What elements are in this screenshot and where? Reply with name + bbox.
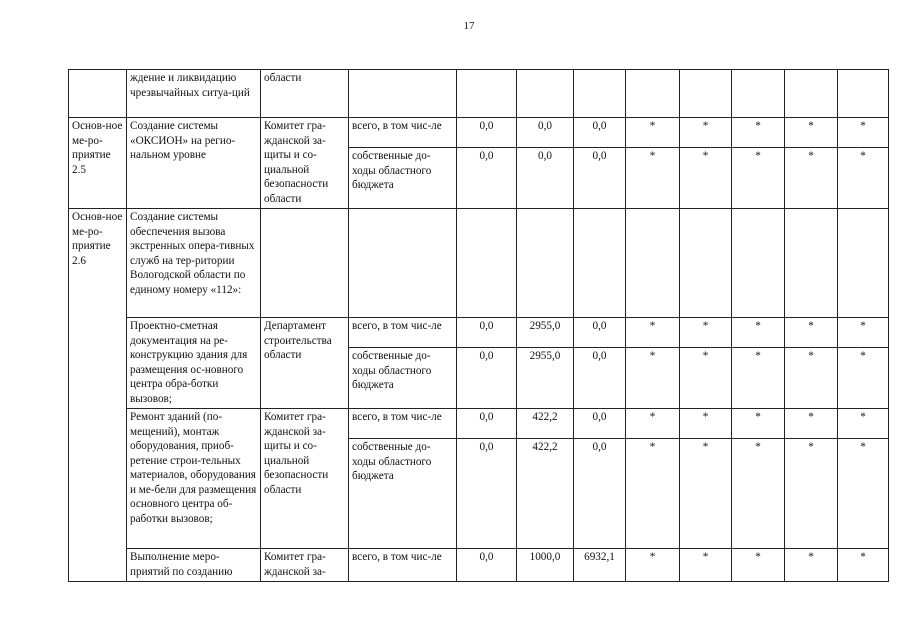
executor-cell — [261, 209, 349, 318]
executor-cell: Комитет гра-жданской за- — [261, 549, 349, 582]
funding-source-cell: собственные до-ходы областного бюджета — [349, 439, 457, 549]
value-cell: 0,0 — [457, 118, 517, 148]
value-cell — [574, 209, 626, 318]
table-row — [69, 318, 889, 348]
value-cell: 2955,0 — [517, 348, 574, 409]
value-cell — [680, 209, 732, 318]
value-cell: * — [626, 439, 680, 549]
value-cell: * — [680, 118, 732, 148]
table-row — [69, 70, 889, 118]
funding-source-cell — [349, 209, 457, 318]
value-cell: 1000,0 — [517, 549, 574, 582]
value-cell: * — [732, 549, 785, 582]
value-cell: * — [680, 549, 732, 582]
value-cell: * — [838, 118, 889, 148]
executor-cell: области — [261, 70, 349, 118]
value-cell — [838, 209, 889, 318]
value-cell: 0,0 — [574, 318, 626, 348]
value-cell: 0,0 — [457, 318, 517, 348]
value-cell — [680, 70, 732, 118]
value-cell — [785, 70, 838, 118]
value-cell: * — [680, 348, 732, 409]
value-cell: * — [626, 118, 680, 148]
measure-name-cell: ждение и ликвидацию чрезвычайных ситуа-ций — [127, 70, 261, 118]
executor-cell: Комитет гра-жданской за-щиты и со-циальной безопасности области — [261, 409, 349, 549]
value-cell: * — [838, 348, 889, 409]
value-cell: 0,0 — [517, 118, 574, 148]
value-cell: * — [785, 148, 838, 209]
value-cell: 0,0 — [457, 549, 517, 582]
table-row — [69, 549, 889, 582]
value-cell: * — [785, 318, 838, 348]
value-cell — [517, 209, 574, 318]
value-cell: 0,0 — [457, 148, 517, 209]
value-cell: * — [680, 148, 732, 209]
value-cell: 2955,0 — [517, 318, 574, 348]
funding-source-cell: собственные до-ходы областного бюджета — [349, 148, 457, 209]
value-cell: 422,2 — [517, 439, 574, 549]
value-cell: * — [626, 318, 680, 348]
page-number: 17 — [463, 20, 475, 32]
measure-name-cell: Выполнение меро-приятий по созданию — [127, 549, 261, 582]
value-cell: * — [785, 118, 838, 148]
value-cell: * — [680, 318, 732, 348]
value-cell: 422,2 — [517, 409, 574, 439]
value-cell: * — [626, 549, 680, 582]
measure-number-cell: Основ-ное ме-ро-приятие 2.5 — [69, 118, 127, 209]
value-cell: * — [732, 439, 785, 549]
table-row — [69, 209, 889, 318]
measure-number-cell: Основ-ное ме-ро-приятие 2.6 — [69, 209, 127, 582]
measure-name-cell: Создание системы «ОКСИОН» на регио-нальном уровне — [127, 118, 261, 209]
value-cell: 0,0 — [457, 439, 517, 549]
value-cell: * — [785, 409, 838, 439]
value-cell: 0,0 — [574, 439, 626, 549]
funding-source-cell: всего, в том чис-ле — [349, 118, 457, 148]
value-cell: * — [838, 549, 889, 582]
value-cell — [517, 70, 574, 118]
measure-name-cell: Проектно-сметная документация на ре-конструкцию здания для размещения ос-новного центра обра-ботки вызовов; — [127, 318, 261, 409]
value-cell: * — [732, 409, 785, 439]
funding-source-cell: всего, в том чис-ле — [349, 318, 457, 348]
table-row — [69, 409, 889, 439]
executor-cell: Комитет гра-жданской за-щиты и со-циальной безопасности области — [261, 118, 349, 209]
value-cell: 6932,1 — [574, 549, 626, 582]
value-cell — [457, 70, 517, 118]
value-cell — [626, 70, 680, 118]
value-cell: * — [838, 439, 889, 549]
value-cell — [732, 209, 785, 318]
value-cell: 0,0 — [574, 118, 626, 148]
measure-name-cell: Создание системы обеспечения вызова экстренных опера-тивных служб на тер-ритории Вологодской области по единому номеру «112»: — [127, 209, 261, 318]
table-row — [69, 118, 889, 148]
value-cell: * — [838, 148, 889, 209]
value-cell: * — [732, 318, 785, 348]
value-cell: * — [785, 348, 838, 409]
value-cell: * — [626, 148, 680, 209]
value-cell: * — [838, 318, 889, 348]
value-cell: * — [785, 549, 838, 582]
value-cell: * — [626, 348, 680, 409]
value-cell: * — [838, 409, 889, 439]
program-measures-table — [68, 69, 889, 582]
value-cell — [838, 70, 889, 118]
funding-source-cell — [349, 70, 457, 118]
measure-name-cell: Ремонт зданий (по-мещений), монтаж оборудования, приоб-ретение строи-тельных материалов, оборудования и ме-бели для размещения основного центра об-работки вызовов; — [127, 409, 261, 549]
funding-source-cell: собственные до-ходы областного бюджета — [349, 348, 457, 409]
value-cell: 0,0 — [574, 409, 626, 439]
value-cell: * — [626, 409, 680, 439]
value-cell: 0,0 — [457, 409, 517, 439]
funding-source-cell: всего, в том чис-ле — [349, 549, 457, 582]
value-cell: 0,0 — [457, 348, 517, 409]
value-cell — [574, 70, 626, 118]
value-cell — [457, 209, 517, 318]
value-cell: * — [732, 118, 785, 148]
value-cell: * — [785, 439, 838, 549]
value-cell: * — [680, 409, 732, 439]
value-cell — [732, 70, 785, 118]
value-cell — [785, 209, 838, 318]
funding-source-cell: всего, в том чис-ле — [349, 409, 457, 439]
value-cell: * — [732, 148, 785, 209]
value-cell: * — [732, 348, 785, 409]
value-cell — [626, 209, 680, 318]
value-cell: 0,0 — [574, 148, 626, 209]
executor-cell: Департамент строительства области — [261, 318, 349, 409]
value-cell: 0,0 — [517, 148, 574, 209]
value-cell: * — [680, 439, 732, 549]
measure-number-cell — [69, 70, 127, 118]
value-cell: 0,0 — [574, 348, 626, 409]
